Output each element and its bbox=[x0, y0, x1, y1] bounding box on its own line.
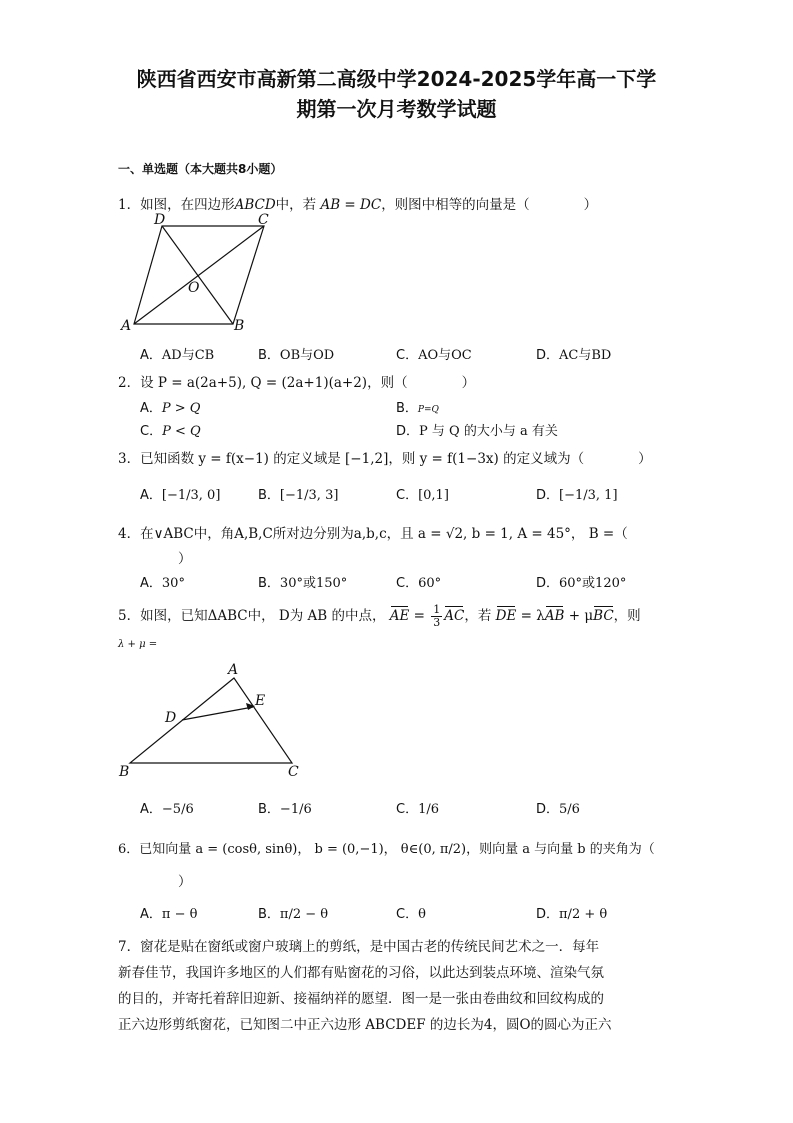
q2-option-c[interactable]: C．P < Q bbox=[140, 424, 201, 439]
q6-option-d[interactable]: D．π/2 + θ bbox=[536, 907, 608, 922]
fig5-label-e: E bbox=[255, 693, 266, 709]
question-5-stem: 5．如图，已知ΔABC中， D为 AB 的中点， AE = $\frac{1}{3}$ AC，若 DE = λAB + μBC，则 bbox=[118, 603, 641, 629]
q1-option-a[interactable]: A．AD与CB bbox=[140, 348, 215, 363]
question-4-stem: 4．在∨ABC中，角A,B,C所对边分别为a,b,c，且 a = √2, b = 1, A = 45°， B =（ bbox=[118, 526, 628, 542]
q4-option-a[interactable]: A．30° bbox=[140, 576, 185, 591]
q2-option-b[interactable]: B．P=Q bbox=[396, 401, 439, 416]
page-title bbox=[110, 64, 683, 124]
q5-option-d[interactable]: D．5/6 bbox=[536, 802, 580, 817]
q3-option-c[interactable]: C．[0,1] bbox=[396, 488, 449, 503]
question-5-stem-cont: λ + μ = bbox=[118, 639, 158, 650]
question-6-stem-cont: ） bbox=[178, 874, 192, 890]
question-4-stem-cont: ） bbox=[178, 551, 192, 567]
question-5-figure bbox=[118, 660, 308, 780]
question-1-figure bbox=[118, 212, 278, 337]
fig1-label-b: B bbox=[234, 318, 245, 334]
fig1-label-c: C bbox=[258, 212, 269, 228]
fig1-label-d: D bbox=[154, 212, 166, 228]
q1-option-b[interactable]: B．OB与OD bbox=[258, 348, 335, 363]
question-7-stem bbox=[118, 934, 678, 1038]
q4-option-d[interactable]: D．60°或120° bbox=[536, 576, 627, 591]
q5-option-b[interactable]: B．−1/6 bbox=[258, 802, 312, 817]
q6-option-a[interactable]: A．π − θ bbox=[140, 907, 198, 922]
q3-option-d[interactable]: D．[−1/3, 1] bbox=[536, 488, 618, 503]
fig5-label-b: B bbox=[119, 764, 130, 780]
q1-option-d[interactable]: D．AC与BD bbox=[536, 348, 612, 363]
fig5-label-c: C bbox=[288, 764, 299, 780]
question-6-stem: 6．已知向量 a = (cosθ, sinθ)， b = (0,−1)， θ∈(0, π/2)，则向量 a 与向量 b 的夹角为（ bbox=[118, 842, 655, 857]
q4-option-b[interactable]: B．30°或150° bbox=[258, 576, 348, 591]
q7-line-4: 正六边形剪纸窗花，已知图二中正六边形 ABCDEF 的边长为4，圆O的圆心为正六 bbox=[118, 1017, 612, 1033]
q7-line-3: 的目的，并寄托着辞旧迎新、接福纳祥的愿望．图一是一张由卷曲纹和回纹构成的 bbox=[118, 991, 604, 1007]
section-heading: 一、单选题（本大题共8小题） bbox=[118, 162, 283, 176]
q3-option-a[interactable]: A．[−1/3, 0] bbox=[140, 488, 221, 503]
q7-line-1: 7．窗花是贴在窗纸或窗户玻璃上的剪纸，是中国古老的传统民间艺术之一．每年 bbox=[118, 939, 600, 955]
q5-option-a[interactable]: A．−5/6 bbox=[140, 802, 194, 817]
q2-option-a[interactable]: A．P > Q bbox=[140, 401, 201, 416]
question-3-stem: 3．已知函数 y = f(x−1) 的定义域是 [−1,2]，则 y = f(1−3x) 的定义域为（ ） bbox=[118, 451, 652, 467]
fig1-label-o: O bbox=[188, 280, 200, 296]
q5-option-c[interactable]: C．1/6 bbox=[396, 802, 439, 817]
fig1-label-a: A bbox=[121, 318, 132, 334]
q7-line-2: 新春佳节，我国许多地区的人们都有贴窗花的习俗，以此达到装点环境、渲染气氛 bbox=[118, 965, 604, 981]
title-line-2: 期第一次月考数学试题 bbox=[296, 97, 497, 121]
q6-option-b[interactable]: B．π/2 − θ bbox=[258, 907, 329, 922]
q3-option-b[interactable]: B．[−1/3, 3] bbox=[258, 488, 339, 503]
question-2-stem: 2．设 P = a(2a+5), Q = (2a+1)(a+2)，则（ ） bbox=[118, 375, 476, 391]
fig5-label-d: D bbox=[165, 710, 177, 726]
q1-option-c[interactable]: C．AO与OC bbox=[396, 348, 472, 363]
question-1-stem: 1．如图，在四边形ABCD中，若 AB = DC，则图中相等的向量是（ ） bbox=[118, 197, 598, 213]
q2-option-d[interactable]: D．P 与 Q 的大小与 a 有关 bbox=[396, 424, 558, 439]
question-1-condition: AB = DC bbox=[320, 197, 382, 213]
q4-option-c[interactable]: C．60° bbox=[396, 576, 442, 591]
title-line-1: 陕西省西安市高新第二高级中学2024-2025学年高一下学 bbox=[136, 67, 657, 91]
q6-option-c[interactable]: C．θ bbox=[396, 907, 426, 922]
fig5-label-a: A bbox=[228, 662, 239, 678]
